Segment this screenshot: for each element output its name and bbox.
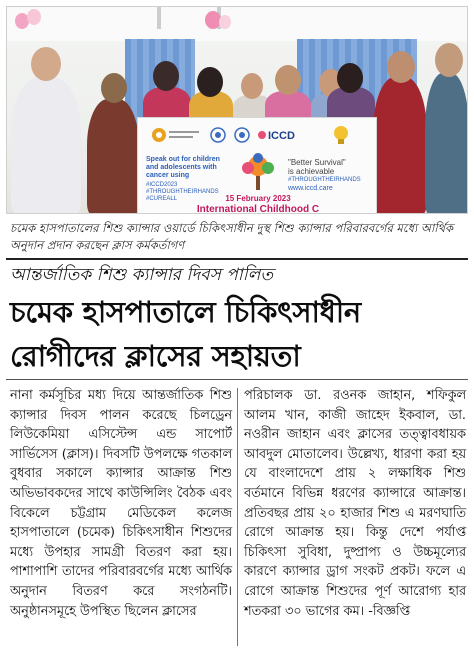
banner-right-hashtag: #THROUGHTHEIRHANDS [288, 177, 361, 183]
hands-tree-icon [236, 152, 280, 192]
person-head [435, 43, 463, 77]
kicker-headline: আন্তর্জাতিক শিশু ক্যান্সার দিবস পালিত [10, 265, 274, 285]
article-paragraph: নানা কর্মসূচির মধ্য দিয়ে আন্তর্জাতিক শিশু ক্যান্সার দিবস পালন করেছে চিলড্রেন লিউকেমিয়া এসিস্টেন্স এন্ড সাপোর্ট সার্ভিসেস (ক্লাস)। দিবসটি উপলক্ষে গতকাল বুধবার সকালে ক্যান্সার আক্রান্ত শিশু অভিভাবকদের সাথে কাউন্সিলিং বৈঠক এবং বিকেলে চট্টগ্রাম মেডিকেল কলেজ হাসপাতালে (চমেক) চিকিৎসাধীন শিশুদের মধ্যে উপহার সামগ্রী বিতরণ করা হয়। পাশাপাশি তাদের পরিবারবর্গের মধ্যে আর্থিক অনুদান বিতরণ করে সংগঠনটি। অনুষ্ঠানসমূহে উপস্থিত ছিলেন ক্লাসের [10, 388, 232, 619]
iccd-banner [137, 117, 377, 214]
balloon-shape [27, 9, 41, 25]
iccd-logo-icon [256, 124, 306, 146]
seal-icon [210, 124, 226, 146]
person-head [153, 61, 179, 91]
photo-pipe [157, 7, 161, 29]
divider-rule [6, 379, 468, 380]
page-title: চমেক হাসপাতালে চিকিৎসাধীন রোগীদের ক্লাসের সহায়তা [10, 295, 361, 373]
person-head [31, 47, 61, 81]
photo-caption: চমেক হাসপাতালের শিশু ক্যান্সার ওয়ার্ডে চিকিৎসাধীন দুস্থ শিশু ক্যান্সার পরিবারবর্গের মধ্যে আর্থিক অনুদান প্রদান করছেন ক্লাস কর্মকর্তাগণ [10, 221, 454, 252]
banner-footer: International Childhood C [196, 204, 320, 214]
person-figure [373, 77, 427, 214]
cci-logo-icon [150, 124, 202, 146]
news-photo [6, 6, 468, 214]
person-head [337, 63, 363, 93]
person-figure [425, 73, 468, 214]
person-figure [87, 99, 139, 214]
person-head [101, 73, 127, 103]
article-paragraph: পরিচালক ডা. রওনক জাহান, শফিকুল আলম খান, কাজী জাহেদ ইকবাল, ডা. নওরীন জাহান এবং ক্লাসের তত্ত্বাবধায়ক আবদুল মোতালেব। উল্লেখ্য, ধারণা করা হয় যে বাংলাদেশে প্রায় ২ লক্ষাধিক শিশু বর্তমানে বিভিন্ন ধরণের ক্যান্সারে আক্রান্ত। প্রতিবছর প্রায় ২০ হাজার শিশু এ মরণঘাতি রোগে আক্রান্ত হয়। কিন্তু দেশে পর্যাপ্ত চিকিৎসা সুবিধা, দুষ্প্রাপ্য ও উচ্চমূল্যের কারণে ক্যান্সার ড্রাগ সংকট প্রকট। ফলে এ রোগে আক্রান্ত শিশুদের পূর্ণ আরোগ্য হার শতকরা ৩০ ভাগের কম। -বিজ্ঞপ্তি [244, 388, 466, 619]
trophy-icon [330, 124, 352, 146]
banner-url: www.iccd.care [288, 185, 333, 192]
article-column-left [10, 386, 232, 621]
column-divider [237, 388, 238, 646]
seal-icon [234, 124, 250, 146]
iccd-logo-text: ICCD [268, 130, 295, 142]
article-column-right [244, 386, 466, 621]
balloon-shape [219, 15, 231, 29]
banner-logo-row [144, 124, 372, 150]
person-head [275, 65, 301, 95]
banner-date: 15 February 2023 [225, 194, 291, 203]
divider-rule [6, 258, 468, 260]
person-figure [11, 77, 81, 214]
banner-quote-line2: is achievable [288, 167, 335, 176]
person-head [387, 51, 415, 83]
banner-left-hashtags: #ICCD2023 #THROUGHTHEIRHANDS #CUREALL [146, 182, 219, 202]
banner-quote-line1: "Better Survival" [288, 158, 346, 167]
banner-left-text: Speak out for children and adolescents with cancer using [146, 156, 220, 179]
person-head [197, 67, 223, 97]
photo-wall [7, 7, 467, 41]
person-head [241, 73, 263, 99]
